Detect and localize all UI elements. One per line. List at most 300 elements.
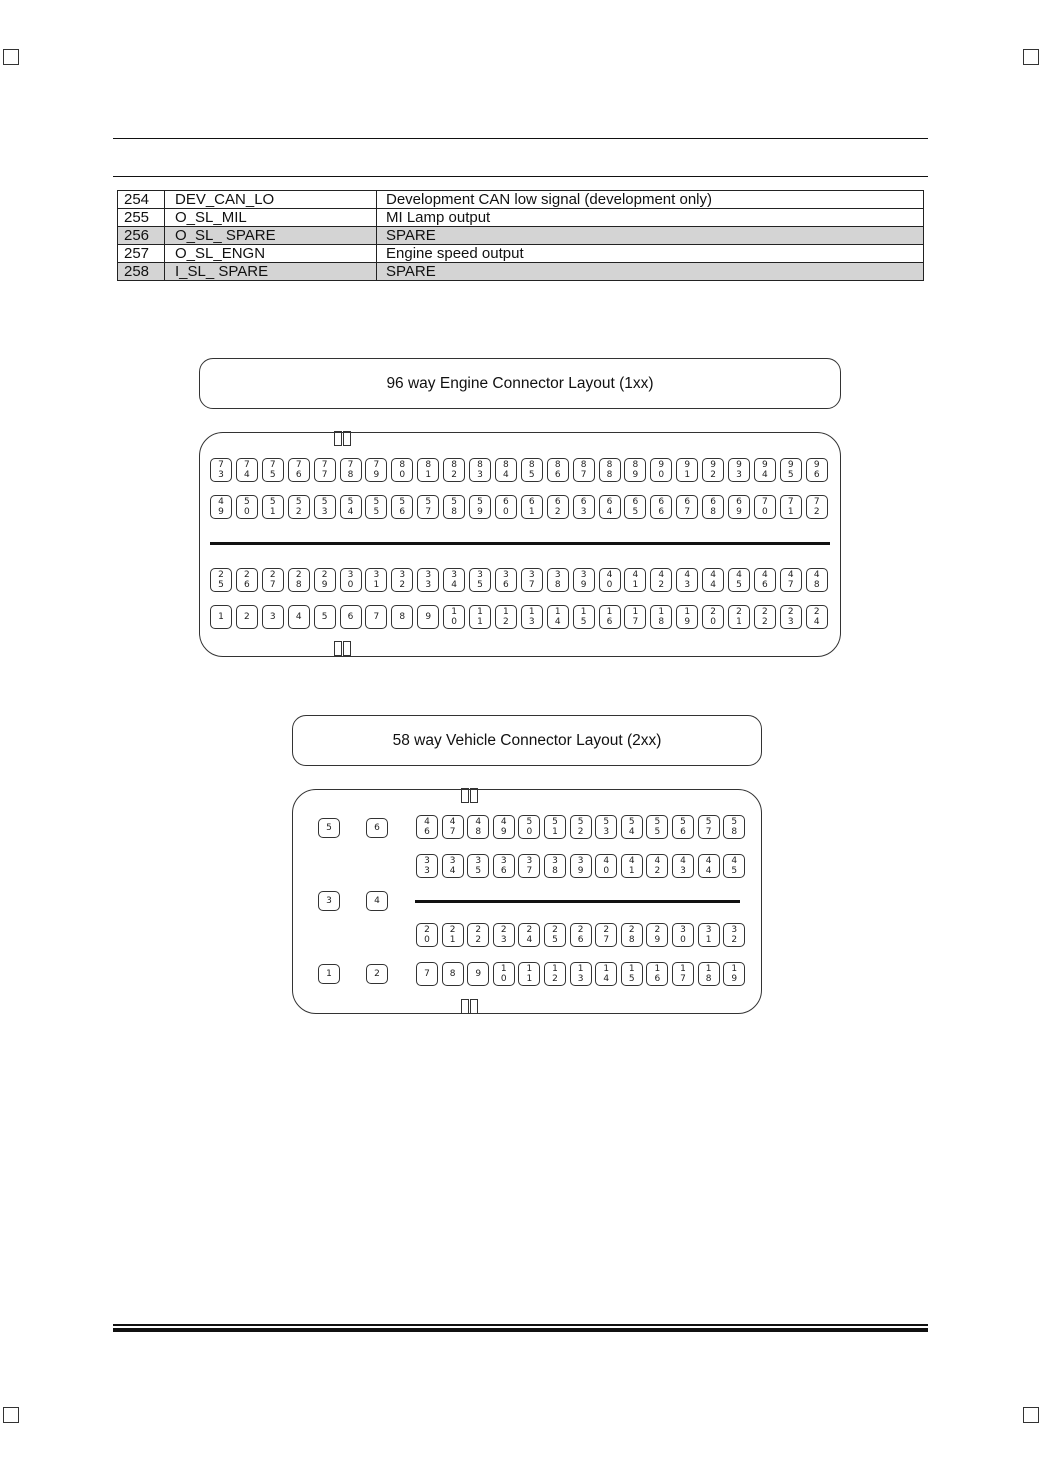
pin-digit: 4 (680, 856, 686, 866)
pin-digit: 5 (654, 827, 661, 837)
connector-pin (570, 854, 592, 878)
pin-digit: 2 (244, 570, 250, 580)
pin-digit: 6 (580, 497, 587, 507)
pin-digit: 1 (449, 935, 456, 945)
pin-digit: 8 (477, 460, 483, 470)
corner-mark-bottom-left (3, 1407, 19, 1423)
pin-digit: 1 (373, 580, 380, 590)
connector-pin (621, 962, 643, 986)
pin-digit: 3 (321, 507, 328, 517)
pin-digit: 2 (654, 925, 661, 935)
signal-desc-cell: MI Lamp output (377, 209, 924, 227)
pin-digit: 0 (503, 507, 509, 517)
connector-pin (650, 495, 672, 519)
pin-digit: 3 (425, 580, 432, 590)
pin-digit: 4 (762, 570, 768, 580)
pin-digit: 5 (580, 617, 587, 627)
connector-pin (754, 605, 776, 629)
pin-digit: 6 (424, 827, 430, 837)
pin-digit: 6 (684, 497, 691, 507)
pin-digit: 8 (658, 617, 665, 627)
pin-digit: 8 (731, 827, 738, 837)
connector-pin: 7 (365, 605, 387, 629)
connector-pin (728, 605, 750, 629)
pin-digit: 0 (606, 580, 613, 590)
connector-pin: 7 (416, 962, 438, 986)
connector-pin (544, 962, 566, 986)
pin-digit: 7 (684, 507, 691, 517)
pin-digit: 7 (269, 580, 276, 590)
pin-digit: 0 (603, 866, 610, 876)
pin-digit: 3 (705, 925, 712, 935)
pin-digit: 4 (347, 507, 354, 517)
connector-pin: 5 (318, 818, 340, 838)
pin-digit: 2 (295, 570, 302, 580)
pin-digit: 2 (813, 607, 820, 617)
connector-pin (493, 923, 515, 947)
pin-digit: 0 (710, 617, 716, 627)
signal-num-cell: 256 (118, 227, 165, 245)
connector-pin (544, 815, 566, 839)
pin-digit: 2 (603, 925, 610, 935)
pin-digit: 7 (632, 617, 639, 627)
connector-pin (599, 458, 621, 482)
pin-digit: 5 (218, 580, 224, 590)
signal-table-row (118, 227, 924, 245)
pin-digit: 6 (680, 827, 686, 837)
pin-digit: 4 (705, 856, 712, 866)
pin-digit: 5 (731, 866, 738, 876)
footer-rule-thin (113, 1324, 928, 1326)
connector-pin (442, 815, 464, 839)
connector-pin: 8 (442, 962, 464, 986)
engine-connector-title (199, 358, 841, 409)
signal-table-row (118, 209, 924, 227)
pin-digit: 6 (503, 497, 509, 507)
pin-digit: 3 (577, 856, 584, 866)
pin-digit: 6 (606, 497, 613, 507)
pin-digit: 7 (269, 460, 276, 470)
pin-digit: 3 (580, 507, 587, 517)
connector-pin: 2 (366, 964, 388, 984)
connector-pin (624, 568, 646, 592)
signal-table-row (118, 191, 924, 209)
pin-digit: 3 (477, 470, 483, 480)
pin-digit: 3 (528, 570, 535, 580)
connector-pin (624, 495, 646, 519)
signal-name-cell: DEV_CAN_LO (165, 191, 377, 209)
connector-pin (493, 815, 515, 839)
connector-pin (518, 815, 540, 839)
pin-digit: 9 (577, 866, 584, 876)
connector-pin (442, 854, 464, 878)
pin-digit: 3 (577, 974, 584, 984)
connector-pin (723, 815, 745, 839)
connector-pin (521, 495, 543, 519)
connector-pin (416, 923, 438, 947)
pin-digit: 2 (628, 925, 635, 935)
pin-digit: 5 (451, 497, 457, 507)
connector-pin (754, 458, 776, 482)
pin-digit: 1 (606, 607, 613, 617)
pin-digit: 2 (731, 935, 738, 945)
pin-digit: 6 (399, 507, 406, 517)
pin-digit: 6 (295, 470, 302, 480)
connector-pin (621, 815, 643, 839)
pin-digit: 7 (787, 497, 794, 507)
pin-digit: 0 (526, 827, 533, 837)
vehicle-key-mark-bottom (461, 999, 479, 1018)
pin-digit: 7 (580, 470, 587, 480)
connector-pin (624, 458, 646, 482)
connector-pin (314, 458, 336, 482)
pin-digit: 6 (762, 580, 768, 590)
connector-pin (391, 495, 413, 519)
pin-digit: 9 (684, 460, 691, 470)
pin-digit: 9 (632, 470, 639, 480)
connector-pin (650, 568, 672, 592)
engine-key-mark-bottom (334, 641, 352, 660)
signal-desc-cell: Engine speed output (377, 245, 924, 263)
connector-pin (210, 568, 232, 592)
pin-digit: 6 (554, 470, 561, 480)
pin-digit: 2 (449, 925, 456, 935)
connector-pin (702, 458, 724, 482)
pin-digit: 2 (269, 570, 276, 580)
pin-digit: 5 (321, 497, 328, 507)
pin-digit: 4 (451, 580, 457, 590)
pin-digit: 1 (684, 470, 691, 480)
pin-digit: 5 (787, 470, 794, 480)
pin-digit: 3 (554, 570, 561, 580)
pin-digit: 8 (606, 470, 613, 480)
connector-pin (314, 568, 336, 592)
connector-pin (544, 923, 566, 947)
pin-digit: 1 (500, 964, 507, 974)
pin-digit: 3 (526, 856, 533, 866)
signal-desc-cell: SPARE (377, 227, 924, 245)
connector-pin (340, 458, 362, 482)
pin-digit: 9 (477, 507, 483, 517)
pin-digit: 7 (218, 460, 224, 470)
pin-digit: 5 (244, 497, 250, 507)
pin-digit: 3 (424, 856, 430, 866)
vehicle-connector-diagram (292, 789, 762, 1014)
pin-digit: 3 (787, 617, 794, 627)
pin-digit: 8 (580, 460, 587, 470)
connector-pin (728, 458, 750, 482)
pin-digit: 4 (705, 866, 712, 876)
pin-digit: 9 (736, 507, 742, 517)
pin-digit: 4 (654, 856, 661, 866)
connector-pin (780, 568, 802, 592)
pin-digit: 3 (477, 570, 483, 580)
pin-digit: 7 (321, 460, 328, 470)
pin-digit: 9 (736, 460, 742, 470)
connector-pin (806, 495, 828, 519)
vehicle-connector-title-text: 58 way Vehicle Connector Layout (2xx) (392, 731, 662, 749)
connector-pin (672, 923, 694, 947)
signal-name-cell: O_SL_MIL (165, 209, 377, 227)
connector-pin (365, 495, 387, 519)
connector-pin (518, 962, 540, 986)
pin-digit: 5 (373, 507, 380, 517)
pin-digit: 7 (813, 497, 820, 507)
pin-digit: 4 (526, 935, 533, 945)
connector-pin (806, 605, 828, 629)
pin-digit: 4 (710, 570, 716, 580)
connector-pin (646, 923, 668, 947)
pin-digit: 6 (503, 580, 509, 590)
pin-digit: 5 (347, 497, 354, 507)
pin-digit: 6 (813, 470, 820, 480)
pin-digit: 4 (500, 817, 507, 827)
signal-table (117, 190, 924, 281)
connector-pin (672, 854, 694, 878)
pin-digit: 7 (321, 470, 328, 480)
pin-digit: 2 (787, 607, 794, 617)
pin-digit: 9 (710, 460, 716, 470)
signal-desc-cell: SPARE (377, 263, 924, 281)
pin-digit: 4 (218, 497, 224, 507)
connector-pin: 4 (288, 605, 310, 629)
pin-digit: 5 (269, 497, 276, 507)
pin-digit: 1 (628, 964, 635, 974)
connector-pin (621, 923, 643, 947)
pin-digit: 0 (658, 470, 665, 480)
pin-digit: 3 (347, 570, 354, 580)
connector-pin (780, 605, 802, 629)
pin-digit: 5 (736, 580, 742, 590)
pin-digit: 3 (680, 925, 686, 935)
connector-pin (547, 568, 569, 592)
pin-digit: 1 (451, 607, 457, 617)
pin-digit: 3 (500, 856, 507, 866)
pin-digit: 5 (295, 497, 302, 507)
pin-digit: 3 (373, 570, 380, 580)
connector-pin (646, 854, 668, 878)
connector-pin: 3 (318, 891, 340, 911)
connector-pin (698, 815, 720, 839)
pin-digit: 3 (503, 570, 509, 580)
pin-digit: 8 (705, 974, 712, 984)
connector-pin (723, 962, 745, 986)
connector-pin: 5 (314, 605, 336, 629)
pin-digit: 1 (528, 507, 535, 517)
pin-digit: 7 (787, 580, 794, 590)
pin-digit: 4 (684, 570, 691, 580)
pin-digit: 8 (552, 866, 558, 876)
pin-digit: 4 (606, 570, 613, 580)
corner-mark-bottom-right (1023, 1407, 1039, 1423)
pin-digit: 5 (628, 974, 635, 984)
connector-pin (780, 495, 802, 519)
signal-table-row (118, 245, 924, 263)
pin-digit: 6 (654, 974, 661, 984)
connector-pin (599, 605, 621, 629)
connector-pin (314, 495, 336, 519)
pin-digit: 4 (710, 580, 716, 590)
connector-pin (236, 568, 258, 592)
connector-pin (624, 605, 646, 629)
pin-digit: 2 (321, 570, 328, 580)
pin-digit: 3 (399, 570, 406, 580)
connector-pin (262, 568, 284, 592)
pin-digit: 4 (449, 866, 456, 876)
pin-digit: 7 (705, 827, 712, 837)
connector-pin (288, 568, 310, 592)
pin-digit: 4 (449, 817, 456, 827)
pin-digit: 2 (710, 607, 716, 617)
pin-digit: 5 (654, 817, 661, 827)
pin-digit: 6 (658, 497, 665, 507)
pin-digit: 5 (477, 497, 483, 507)
connector-pin (469, 568, 491, 592)
connector-pin (493, 962, 515, 986)
pin-digit: 5 (528, 470, 535, 480)
pin-digit: 3 (475, 856, 482, 866)
pin-digit: 6 (658, 507, 665, 517)
connector-pin (570, 962, 592, 986)
connector-pin (806, 458, 828, 482)
connector-pin (754, 495, 776, 519)
pin-digit: 2 (424, 925, 430, 935)
pin-digit: 7 (680, 974, 686, 984)
pin-digit: 4 (632, 570, 639, 580)
pin-digit: 2 (500, 925, 507, 935)
connector-pin (646, 815, 668, 839)
pin-digit: 3 (684, 580, 691, 590)
pin-digit: 8 (813, 580, 820, 590)
connector-pin (521, 458, 543, 482)
pin-digit: 1 (787, 507, 794, 517)
signal-name-cell: O_SL_ENGN (165, 245, 377, 263)
pin-digit: 2 (295, 507, 302, 517)
connector-pin: 3 (262, 605, 284, 629)
pin-digit: 4 (603, 974, 610, 984)
pin-digit: 4 (603, 856, 610, 866)
connector-pin: 8 (391, 605, 413, 629)
connector-pin (595, 854, 617, 878)
pin-digit: 3 (500, 935, 507, 945)
connector-pin (547, 605, 569, 629)
pin-digit: 1 (658, 607, 665, 617)
pin-digit: 1 (632, 607, 639, 617)
pin-digit: 7 (373, 460, 380, 470)
connector-pin (573, 458, 595, 482)
connector-pin (646, 962, 668, 986)
footer-rule-thick (113, 1328, 928, 1332)
pin-digit: 5 (603, 817, 610, 827)
connector-pin (495, 605, 517, 629)
signal-num-cell: 257 (118, 245, 165, 263)
pin-digit: 1 (477, 607, 483, 617)
connector-pin: 4 (366, 891, 388, 911)
connector-pin (518, 923, 540, 947)
pin-digit: 9 (787, 460, 794, 470)
pin-digit: 4 (658, 570, 665, 580)
connector-pin (417, 495, 439, 519)
pin-digit: 8 (554, 460, 561, 470)
pin-digit: 1 (684, 607, 691, 617)
pin-digit: 2 (654, 866, 661, 876)
connector-pin: 9 (467, 962, 489, 986)
pin-digit: 1 (526, 974, 533, 984)
pin-digit: 8 (451, 460, 457, 470)
pin-digit: 1 (577, 964, 584, 974)
connector-pin (521, 568, 543, 592)
pin-digit: 1 (731, 964, 738, 974)
connector-pin (495, 495, 517, 519)
connector-pin (621, 854, 643, 878)
pin-digit: 6 (736, 497, 742, 507)
pin-digit: 6 (244, 580, 250, 590)
connector-pin: 6 (340, 605, 362, 629)
pin-digit: 1 (580, 607, 587, 617)
connector-pin (467, 815, 489, 839)
pin-digit: 3 (603, 827, 610, 837)
pin-digit: 1 (552, 827, 558, 837)
connector-pin (702, 495, 724, 519)
connector-pin (340, 495, 362, 519)
pin-digit: 1 (680, 964, 686, 974)
connector-pin (544, 854, 566, 878)
pin-digit: 2 (762, 607, 768, 617)
pin-digit: 7 (603, 935, 610, 945)
connector-pin (573, 495, 595, 519)
connector-pin (443, 458, 465, 482)
pin-digit: 3 (580, 570, 587, 580)
pin-digit: 2 (552, 974, 558, 984)
pin-digit: 5 (577, 817, 584, 827)
connector-pin (262, 458, 284, 482)
connector-pin (676, 458, 698, 482)
pin-digit: 4 (628, 827, 635, 837)
pin-digit: 5 (680, 817, 686, 827)
pin-digit: 2 (218, 570, 224, 580)
pin-digit: 1 (632, 580, 639, 590)
signal-name-cell: I_SL_ SPARE (165, 263, 377, 281)
connector-pin (728, 568, 750, 592)
pin-digit: 3 (425, 570, 432, 580)
pin-digit: 0 (500, 974, 507, 984)
connector-pin (210, 458, 232, 482)
pin-digit: 6 (632, 497, 639, 507)
pin-digit: 1 (425, 470, 432, 480)
pin-digit: 5 (477, 580, 483, 590)
pin-digit: 3 (552, 856, 558, 866)
pin-digit: 2 (552, 925, 558, 935)
pin-digit: 1 (554, 607, 561, 617)
pin-digit: 1 (503, 607, 509, 617)
connector-pin (573, 605, 595, 629)
corner-mark-top-left (3, 49, 19, 65)
connector-pin (417, 568, 439, 592)
pin-digit: 8 (554, 580, 561, 590)
pin-digit: 1 (477, 617, 483, 627)
connector-pin (262, 495, 284, 519)
pin-digit: 7 (425, 507, 432, 517)
engine-connector-divider (210, 542, 830, 545)
connector-pin (365, 458, 387, 482)
pin-digit: 2 (503, 617, 509, 627)
connector-pin (676, 568, 698, 592)
connector-pin (547, 495, 569, 519)
connector-pin (469, 605, 491, 629)
pin-digit: 5 (552, 817, 558, 827)
pin-digit: 5 (731, 817, 738, 827)
connector-pin (570, 815, 592, 839)
